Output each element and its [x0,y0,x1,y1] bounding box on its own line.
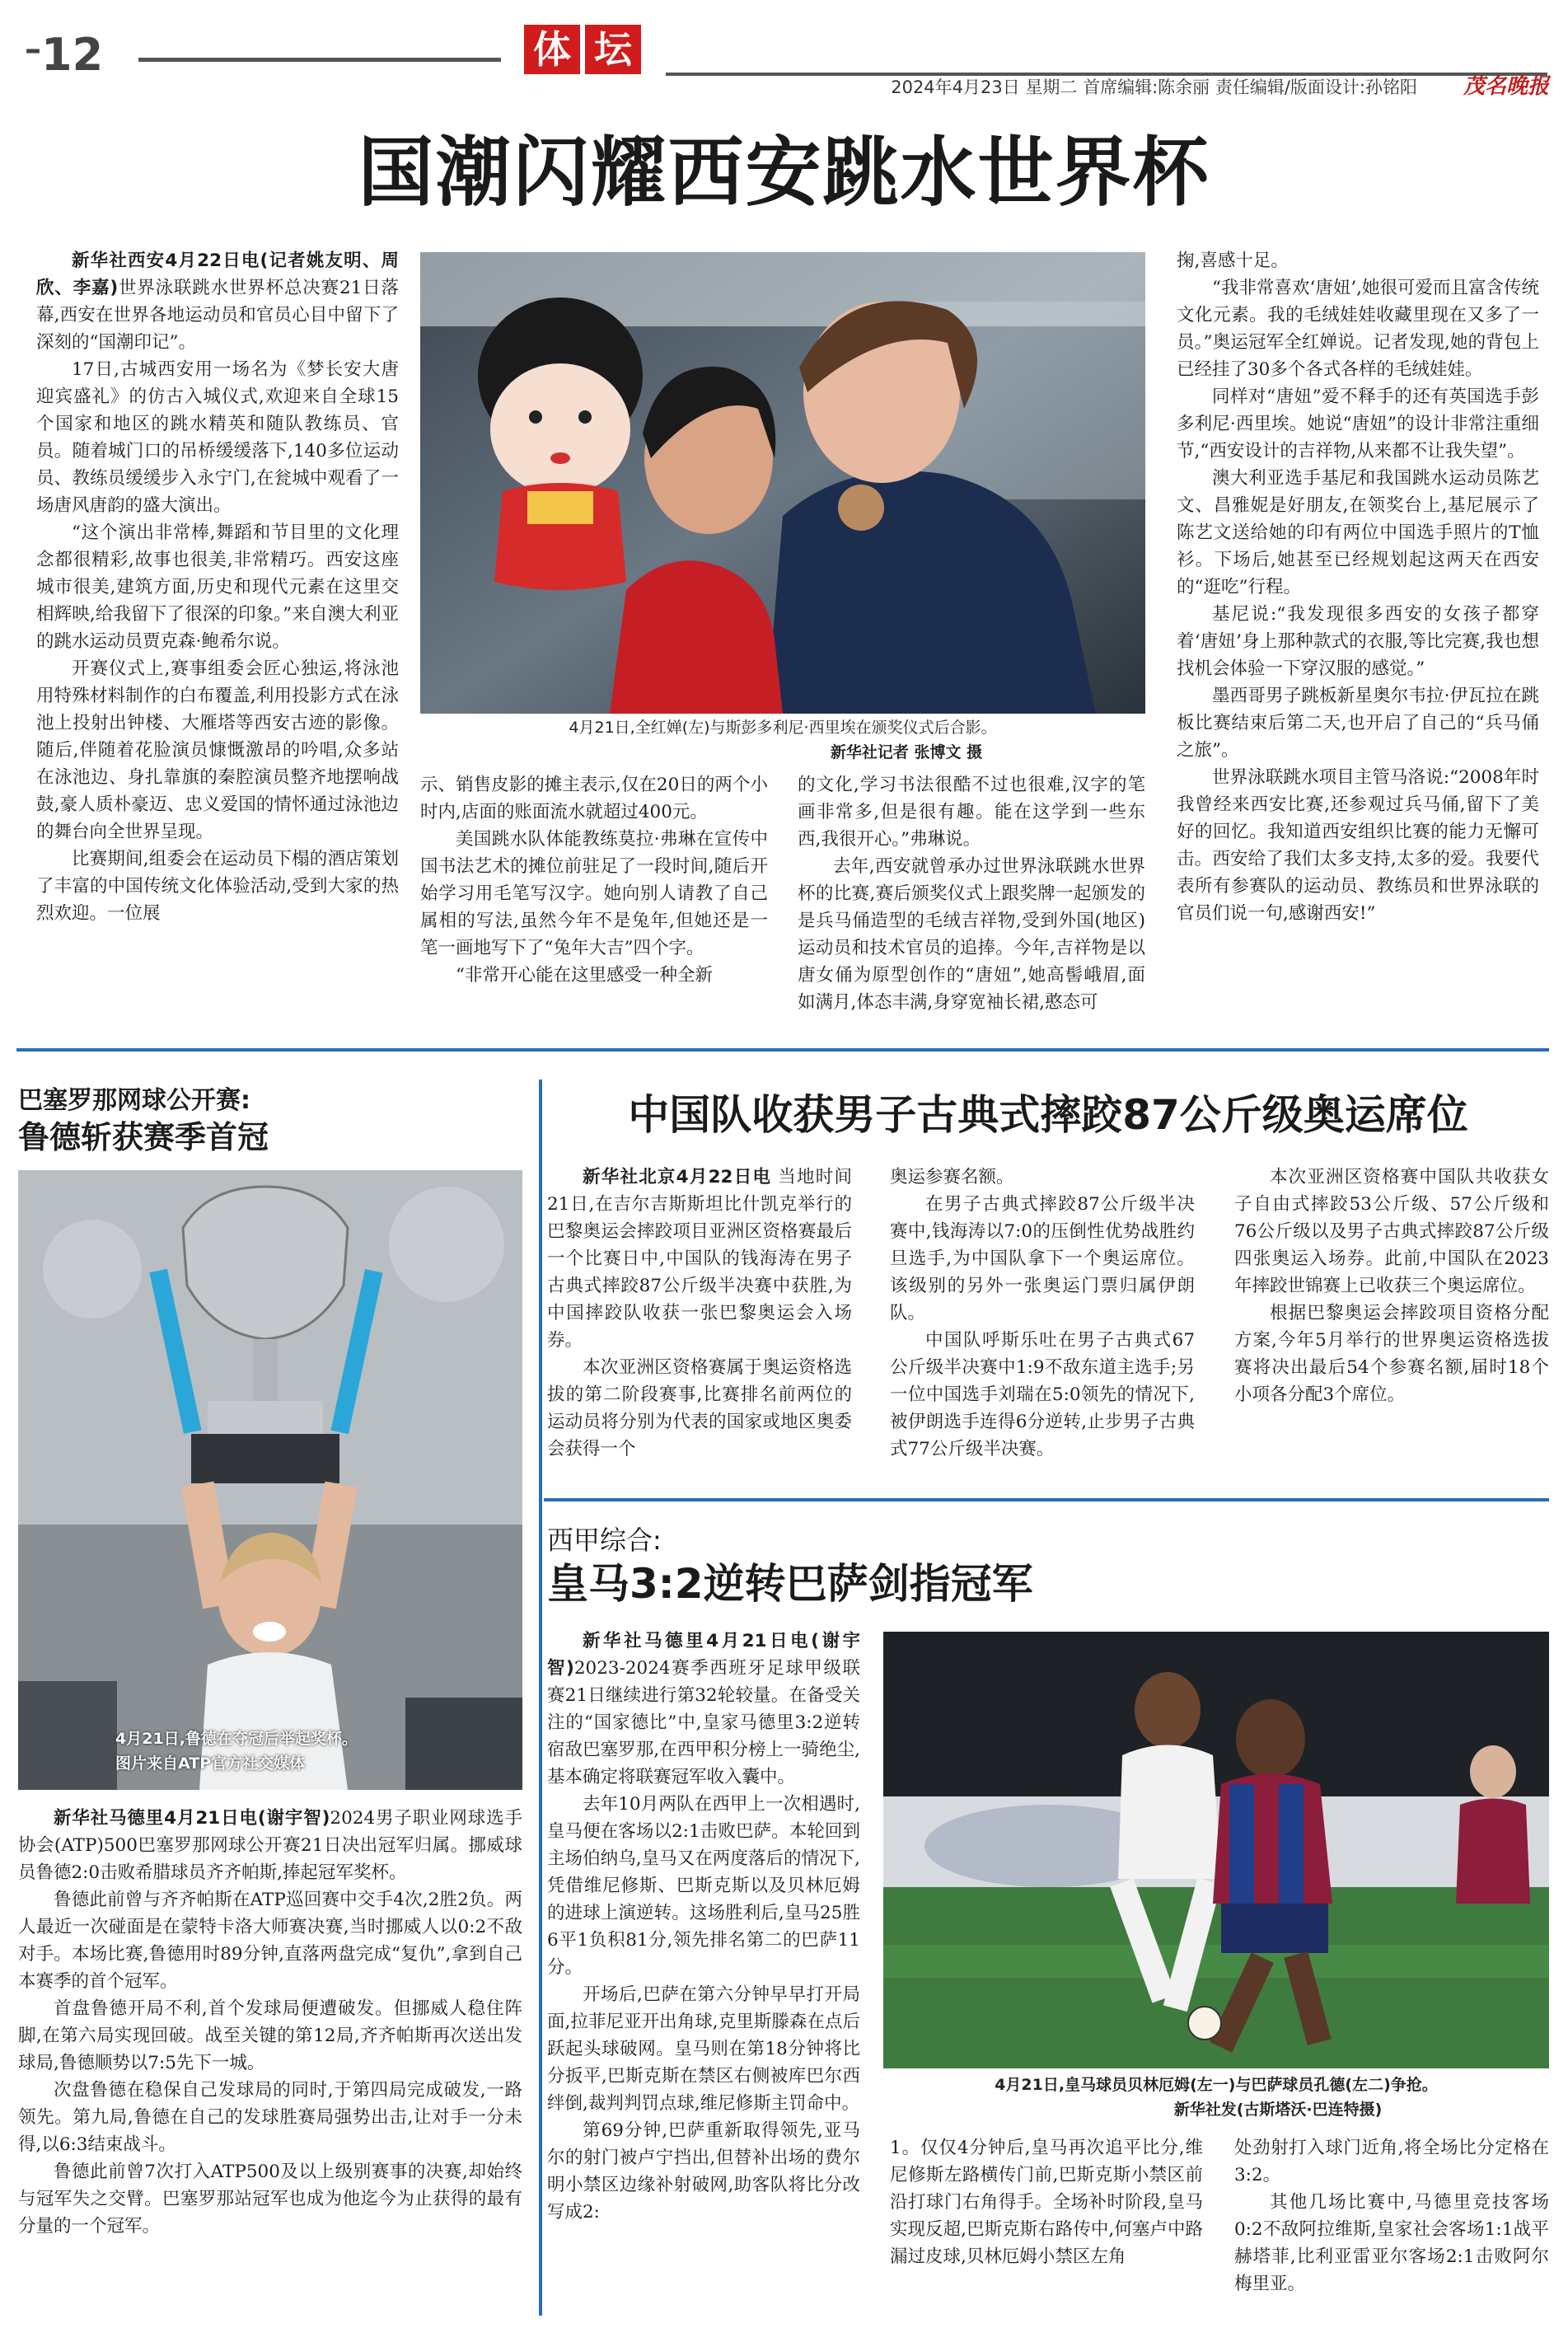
article2-kicker: 巴塞罗那网球公开赛: [18,1086,250,1115]
article3-dateline: 新华社北京4月22日电 [583,1167,772,1187]
tennis-photo-illustration [18,1170,522,1790]
article1-headline: 国潮闪耀西安跳水世界杯 [358,129,1210,217]
article2-p2: 首盘鲁德开局不利,首个发球局便遭破发。但挪威人稳住阵脚,在第六局实现回破。战至关键的第12局,齐齐帕斯再次送出发球局,鲁德顺势以7:5先下一城。 [18,1998,522,2073]
masthead-rule-left [138,58,501,62]
photo1-caption: 4月21日,全红婵(左)与斯彭多利尼·西里埃在颁奖仪式后合影。 [569,719,997,737]
football-photo-illustration [883,1632,1549,2068]
article4-col2 [890,2134,1203,2320]
date-line: 2024年4月23日 星期二 首席编辑:陈余丽 责任编辑/版面设计:孙铭阳 [891,77,1417,97]
article3-col2 [890,1164,1195,1493]
article4-p2: 去年10月两队在西甲上一次相遇时,皇马便在客场以2:1击败巴萨。本轮回到主场伯纳乌,皇马又在两度落后的情况下,凭借维尼修斯、巴斯克斯以及贝林厄姆的进球上演逆转。这场胜利后,皇马25胜6平1负积81分,领先排名第二的巴萨11分。 [547,1794,860,1978]
article3-col3 [1234,1164,1549,1493]
article3-c2c: 中国队呼斯乐吐在男子古典式67公斤级半决赛中1:9不敌东道主选手;另一位中国选手刘瑞在5:0领先的情况下,被伊朗选手连得6分逆转,止步男子古典式77公斤级半决赛。 [890,1330,1195,1459]
article1-p3: 开赛仪式上,赛事组委会匠心独运,将泳池用特殊材料制作的白布覆盖,利用投影方式在泳池上投射出钟楼、大雁塔等西安古迹的影像。随后,伴随着花脸演员慷慨激昂的吟唱,众多站在泳池边、身扎靠旗的秦腔演员整齐地摆响战鼓,豪人质朴豪迈、忠义爱国的情怀通过泳池边的舞台向全世界呈现。 [36,658,399,842]
article3-c3a: 本次亚洲区资格赛中国队共收获女子自由式摔跤53公斤级、57公斤级和76公斤级以及男子古典式摔跤87公斤级四张奥运入场券。此前,中国队在2023年摔跤世锦赛上已收获三个奥运席位。 [1234,1167,1549,1296]
article4-c3p2: 其他几场比赛中,马德里竞技客场0:2不敌阿拉维斯,皇家社会客场1:1战平赫塔菲,比利亚雷亚尔客场2:1击败阿尔梅里亚。 [1234,2192,1549,2294]
article4-p1: 2023-2024赛季西班牙足球甲级联赛21日继续进行第32轮较量。在备受关注的“国家德比”中,皇家马德里3:2逆转宿敌巴塞罗那,在西甲积分榜上一骑绝尘,基本确定将联赛冠军收入囊中。 [547,1658,860,1787]
photo3-credit: 新华社发(古斯塔沃·巴连特摄) [1173,2101,1383,2119]
article4-headline: 皇马3:2逆转巴萨剑指冠军 [547,1560,1033,1608]
article2-headline: 鲁德斩获赛季首冠 [18,1119,269,1155]
article3-headline: 中国队收获男子古典式摔跤87公斤级奥运席位 [628,1091,1468,1139]
section-char-2: 坛 [585,25,641,74]
article2-p3: 次盘鲁德在稳保自己发球局的同时,于第四局完成破发,一路领先。第九局,鲁德在自己的发球胜赛局强势出击,让对手一分未得,以6:3结束战斗。 [18,2080,522,2155]
article1-c3p2: 去年,西安就曾承办过世界泳联跳水世界杯的比赛,赛后颁奖仪式上跟奖牌一起颁发的是兵马俑造型的毛绒吉祥物,受到外国(地区)运动员和技术官员的追捧。今年,吉祥物是以唐女俑为原型创作的“唐妞”,她高髻峨眉,面如满月,体态丰满,身穿宽袖长裙,憨态可 [798,856,1145,1013]
article4-kicker: 西甲综合: [547,1525,662,1556]
section-tag [524,25,649,74]
article1-c4p6: 墨西哥男子跳板新星奥尔韦拉·伊瓦拉在跳板比赛结束后第二天,也开启了自己的“兵马俑之旅”。 [1177,686,1539,761]
article2-dateline: 新华社马德里4月21日电(谢宇智) [54,1808,330,1829]
article1-c4p5: 基尼说:“我发现很多西安的女孩子都穿着‘唐妞’身上那种款式的衣服,等比完赛,我也想找机会体验一下穿汉服的感觉。” [1177,604,1539,679]
article1-c2p2: 美国跳水队体能教练莫拉·弗琳在宣传中国书法艺术的摊位前驻足了一段时间,随后开始学习用毛笔写汉字。她向别人请教了自己属相的写法,虽然今年不是兔年,但她还是一笔一画地写下了“兔年大吉”四个字。 [420,829,768,958]
article1-col2 [420,771,768,1032]
article3-c3b: 根据巴黎奥运会摔跤项目资格分配方案,今年5月举行的世界奥运资格选拔赛将决出最后54个参赛名额,届时18个小项各分配3个席位。 [1234,1303,1549,1405]
article1-c4p1: 掬,喜感十足。 [1177,251,1289,271]
article4-p4: 第69分钟,巴萨重新取得领先,亚马尔的射门被卢宁挡出,但替补出场的费尔明小禁区边缘补射破网,助客队将比分改写成2: [547,2120,860,2223]
article1-c2p3: “非常开心能在这里感受一种全新 [456,965,713,986]
article1-col3 [798,771,1145,1032]
article2-body [18,1805,522,2320]
article1-col4 [1177,247,1539,1032]
article4-col3 [1234,2134,1549,2320]
award-photo-illustration [420,252,1145,714]
article2-lead: 2024男子职业网球选手协会(ATP)500巴塞罗那网球公开赛21日决出冠军归属。挪威球员鲁德2:0击败希腊球员齐齐帕斯,捧起冠军奖杯。 [18,1808,522,1883]
article2-p1: 鲁德此前曾与齐齐帕斯在ATP巡回赛中交手4次,2胜2负。两人最近一次碰面是在蒙特卡洛大师赛决赛,当时挪威人以0:2不敌对手。本场比赛,鲁德用时89分钟,直落两盘完成“复仇”,拿到自己本赛季的首个冠军。 [18,1890,522,1992]
article3-col1 [547,1164,852,1493]
article4-c2: 1。仅仅4分钟后,皇马再次追平比分,维尼修斯左路横传门前,巴斯克斯小禁区前沿打球门右角得手。全场补时阶段,皇马实现反超,巴斯克斯右路传中,何塞卢中路漏过皮球,贝林厄姆小禁区左角 [890,2138,1203,2267]
article4-c3p1: 处劲射打入球门近角,将全场比分定格在3:2。 [1234,2138,1549,2185]
article3-c1b: 本次亚洲区资格赛属于奥运资格选拔的第二阶段赛事,比赛排名前两位的运动员将分别为代表的国家或地区奥委会获得一个 [547,1357,852,1459]
article2-p4: 鲁德此前曾7次打入ATP500及以上级别赛事的决赛,却始终与冠军失之交臂。巴塞罗那站冠军也成为他迄今为止获得的最有分量的一个冠军。 [18,2162,522,2237]
page-number: –12 [25,29,104,81]
article1-c4p3: 同样对“唐妞”爱不释手的还有英国选手彭多利尼·西里埃。她说“唐妞”的设计非常注重细节,“西安设计的吉祥物,从来都不让我失望”。 [1177,386,1539,461]
article1-lead: 世界泳联跳水世界杯总决赛21日落幕,西安在世界各地运动员和官员心目中留下了深刻的“国潮印记”。 [36,278,399,353]
photo2-caption-1: 4月21日,鲁德在夺冠后举起奖杯。 [115,1730,358,1748]
article3-c2a: 奥运参赛名额。 [890,1167,1014,1187]
photo-football-match [883,1632,1549,2068]
paper-logo: 茂名晚报 [1463,74,1549,99]
article4-dateline: 新华社马德里4月21日电(谢宇智) [547,1631,860,1679]
article1-c4p2: “我非常喜欢‘唐妞’,她很可爱而且富含传统文化元素。我的毛绒娃娃收藏里现在又多了一员。”奥运冠军全红婵说。记者发现,她的背包上已经挂了30多个各式各样的毛绒娃娃。 [1177,278,1539,380]
photo3-caption: 4月21日,皇马球员贝林厄姆(左一)与巴萨球员孔德(左二)争抢。 [995,2076,1438,2094]
article1-c4p4: 澳大利亚选手基尼和我国跳水运动员陈艺文、昌雅妮是好朋友,在领奖台上,基尼展示了陈艺文送给她的印有两位中国选手照片的T恤衫。下场后,她甚至已经规划起这两天在西安的“逛吃”行程。 [1177,468,1539,597]
section-char-1: 体 [524,25,580,74]
article4-col1 [547,1628,860,2320]
article3-c1: 当地时间21日,在吉尔吉斯斯坦比什凯克举行的巴黎奥运会摔跤项目亚洲区资格赛最后一个比赛日中,中国队的钱海涛在男子古典式摔跤87公斤级半决赛中获胜,为中国摔跤队收获一张巴黎奥运会入场券。 [547,1167,852,1351]
article1-dateline: 新华社西安4月22日电(记者姚友明、周欣、李嘉) [36,251,399,298]
article1-c2p1: 示、销售皮影的摊主表示,仅在20日的两个小时内,店面的账面流水就超过400元。 [420,775,768,822]
photo2-caption-2: 图片来自ATP官方社交媒体 [115,1754,306,1773]
section-divider-inner [544,1498,1549,1501]
article1-col1 [36,247,399,1032]
article1-c4p7: 世界泳联跳水项目主管马洛说:“2008年时我曾经来西安比赛,还参观过兵马俑,留下了美好的回忆。我知道西安组织比赛的能力无懈可击。西安给了我们太多支持,太多的爱。我要代表所有参赛队的运动员、教练员和世界泳联的官员们说一句,感谢西安!” [1177,767,1539,924]
article3-c2b: 在男子古典式摔跤87公斤级半决赛中,钱海涛以7:0的压倒性优势战胜约旦选手,为中国队拿下一个奥运席位。该级别的另外一张奥运门票归属伊朗队。 [890,1194,1195,1323]
article1-p1: 17日,古城西安用一场名为《梦长安大唐迎宾盛礼》的仿古入城仪式,欢迎来自全球15个国家和地区的跳水精英和随队教练员、官员。随着城门口的吊桥缓缓落下,140多位运动员、教练员缓缓步入永宁门,在瓮城中观看了一场唐风唐韵的盛大演出。 [36,359,399,516]
photo1-credit: 新华社记者 张博文 摄 [830,743,983,761]
section-divider-vertical [539,1080,542,2316]
article1-p4: 比赛期间,组委会在运动员下榻的酒店策划了丰富的中国传统文化体验活动,受到大家的热烈欢迎。一位展 [36,849,399,924]
article1-p2: “这个演出非常棒,舞蹈和节目里的文化理念都很精彩,故事也很美,非常精巧。西安这座城市很美,建筑方面,历史和现代元素在这里交相辉映,给我留下了很深的印象。”来自澳大利亚的跳水运动员贾克森·鲍希尔说。 [36,522,399,652]
section-divider-horizontal [16,1048,1549,1052]
article1-c3p1: 的文化,学习书法很酷不过也很难,汉字的笔画非常多,但是很有趣。能在这学到一些东西,我很开心。”弗琳说。 [798,775,1145,850]
article4-p3: 开场后,巴萨在第六分钟早早打开局面,拉菲尼亚开出角球,克里斯滕森在点后跃起头球破网。皇马则在第18分钟将比分扳平,巴斯克斯在禁区右侧被库巴尔西绊倒,裁判判罚点球,维尼修斯主罚命中。 [547,1984,860,2114]
photo-tennis-trophy [18,1170,522,1790]
photo-award-ceremony [420,252,1145,714]
